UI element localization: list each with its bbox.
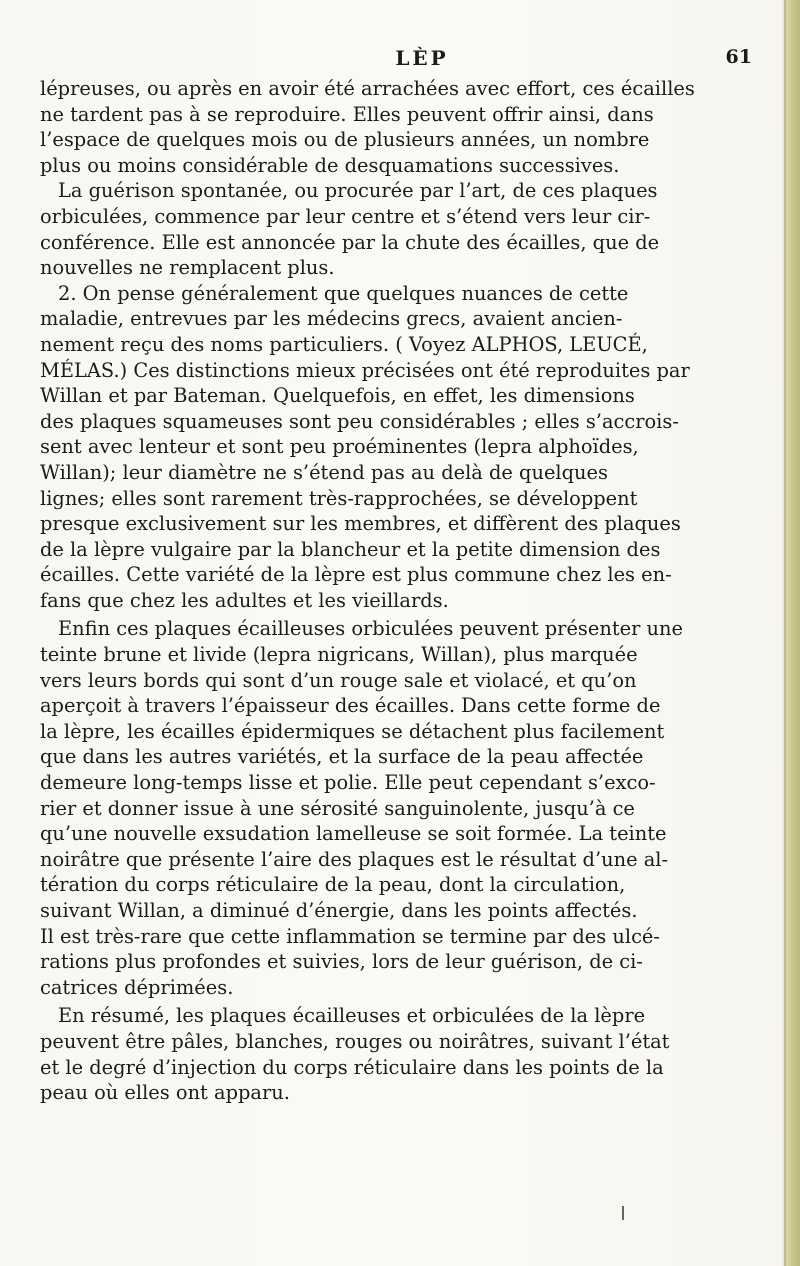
- text-line: MÉLAS.) Ces distinctions mieux précisées ont été reproduites par: [40, 358, 690, 382]
- text-line: lépreuses, ou après en avoir été arrachées avec effort, ces écailles: [40, 77, 695, 100]
- running-head: [92, 46, 752, 74]
- text-line: ne tardent pas à se reproduire. Elles peuvent offrir ainsi, dans: [40, 102, 654, 126]
- text-line: Willan); leur diamètre ne s’étend pas au delà de quelques: [40, 460, 608, 484]
- text-line: lignes; elles sont rarement très-rapprochées, se développent: [40, 486, 638, 510]
- text-line: vers leurs bords qui sont d’un rouge sale et violacé, et qu’on: [40, 668, 637, 692]
- body-text: [40, 76, 770, 1106]
- page-number: 61: [725, 46, 752, 68]
- text-line: de la lèpre vulgaire par la blancheur et la petite dimension des: [40, 537, 661, 561]
- text-line: nement reçu des noms particuliers. ( Voyez ALPHOS, LEUCÉ,: [40, 332, 648, 356]
- print-mark: [622, 1206, 624, 1220]
- text-line: noirâtre que présente l’aire des plaques est le résultat d’une al-: [40, 847, 669, 871]
- text-line: demeure long-temps lisse et polie. Elle peut cependant s’exco-: [40, 771, 656, 795]
- text-line: 2. On pense généralement que quelques nuances de cette: [58, 281, 629, 305]
- running-title: LÈP: [395, 46, 449, 70]
- text-line: En résumé, les plaques écailleuses et orbiculées de la lèpre: [58, 1004, 646, 1028]
- text-line: Willan et par Bateman. Quelquefois, en effet, les dimensions: [40, 384, 635, 408]
- text-line: l’espace de quelques mois ou de plusieurs années, un nombre: [40, 128, 650, 152]
- text-line: aperçoit à travers l’épaisseur des écailles. Dans cette forme de: [40, 694, 661, 718]
- text-line: nouvelles ne remplacent plus.: [40, 256, 335, 280]
- text-line: rations plus profondes et suivies, lors de leur guérison, de ci-: [40, 950, 643, 974]
- text-line: la lèpre, les écailles épidermiques se détachent plus facilement: [40, 719, 665, 743]
- text-line: des plaques squameuses sont peu considérables ; elles s’accrois-: [40, 409, 679, 433]
- text-line: presque exclusivement sur les membres, et diffèrent des plaques: [40, 512, 681, 536]
- text-line: sent avec lenteur et sont peu proéminentes (lepra alphoïdes,: [40, 435, 639, 459]
- text-line: rier et donner issue à une sérosité sanguinolente, jusqu’à ce: [40, 796, 635, 820]
- text-line: peau où elles ont apparu.: [40, 1081, 290, 1105]
- text-line: maladie, entrevues par les médecins grecs, avaient ancien-: [40, 307, 623, 331]
- text-line: teinte brune et livide (lepra nigricans, Willan), plus marquée: [40, 643, 638, 667]
- text-line: conférence. Elle est annoncée par la chute des écailles, que de: [40, 230, 660, 254]
- text-line: et le degré d’injection du corps réticulaire dans les points de la: [40, 1055, 664, 1079]
- text-line: plus ou moins considérable de desquamations successives.: [40, 153, 620, 177]
- text-line: suivant Willan, a diminué d’énergie, dans les points affectés.: [40, 899, 638, 922]
- text-line: peuvent être pâles, blanches, rouges ou noirâtres, suivant l’état: [40, 1029, 670, 1053]
- text-line: tération du corps réticulaire de la peau, dont la circulation,: [40, 873, 626, 897]
- text-line: Enfin ces plaques écailleuses orbiculées peuvent présenter une: [58, 617, 683, 641]
- text-line: que dans les autres variétés, et la surface de la peau affectée: [40, 745, 644, 769]
- text-line: catrices déprimées.: [40, 975, 234, 999]
- text-line: qu’une nouvelle exsudation lamelleuse se soit formée. La teinte: [40, 822, 667, 846]
- page-edge-line: [784, 0, 786, 1266]
- text-line: La guérison spontanée, ou procurée par l’art, de ces plaques: [58, 179, 658, 203]
- text-line: écailles. Cette variété de la lèpre est plus commune chez les en-: [40, 563, 672, 587]
- text-line: Il est très-rare que cette inflammation se termine par des ulcé-: [40, 924, 660, 948]
- text-line: orbiculées, commence par leur centre et s’étend vers leur cir-: [40, 204, 651, 228]
- text-line: fans que chez les adultes et les vieillards.: [40, 588, 449, 612]
